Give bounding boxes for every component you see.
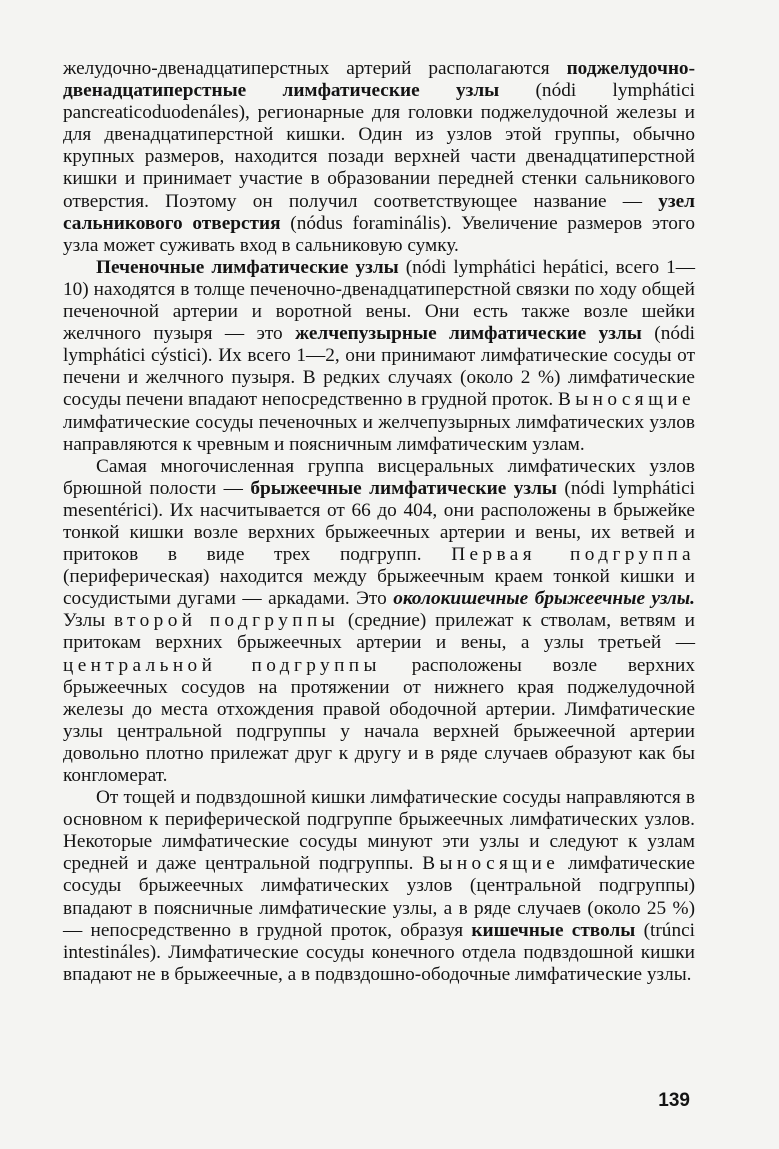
text-run: лимфатические сосуды печеночных и желчепузырных лимфатических узлов направляются к чревным и поясничным лимфатическим узлам. [63,411,695,455]
bold-term: Печеночные лимфатические узлы [96,256,399,278]
text-run: (nódi lymphátici pancreaticoduodenáles), регионарные для головки поджелудочной железы и для двенадцатиперстной кишки. Один из узлов этой группы, обычно крупных размеров, находится позади верхней части двенадцатиперстной кишки и принимает участие в образовании передней стенки сальникового отверстия. Поэтому он получил соответствующее название — [63,80,695,212]
text-run: Узлы [63,610,115,632]
spaced-emphasis: центральной подгруппы [63,654,381,676]
spaced-emphasis: Выносящие [422,853,560,875]
text-run: (trúnci intestináles). Лимфатические сосуды конечного отдела подвздошной кишки впадают не в брыжеечные, а в подвздошно-ободочные лимфатические узлы. [63,919,696,985]
bold-term: брыжеечные лимфатические узлы [250,477,557,499]
text-run: (периферическая) находится между брыжеечным краем тонкой кишки и сосудистыми дугами — аркадами. Это [63,566,695,610]
bold-term: желчепузырные лимфатические узлы [295,323,642,345]
paragraph-1 [63,58,695,257]
paragraph-2 [63,257,695,456]
body-text [63,58,695,986]
page-number: 139 [658,1090,690,1111]
spaced-emphasis: Первая подгруппа [451,544,695,566]
text-run: От тощей и подвздошной кишки лимфатические сосуды направляются в основном к периферической подгруппе брыжеечных лимфатических узлов. Некоторые лимфатические сосуды минуют эти узлы и следуют к узлам средней и даже центральной подгруппы. [63,787,695,875]
spaced-emphasis: Выносящие [557,389,695,411]
bold-term: кишечные стволы [471,919,636,941]
text-run: (nódus foraminális). Увеличение размеров этого узла может суживать вход в сальниковую сумку. [63,212,695,256]
spaced-emphasis: второй подгруппы [114,610,340,632]
bold-term: узел сальникового отверстия [63,190,695,234]
text-run: (nódi lymphátici cýstici). Их всего 1—2, они принимают лимфатические сосуды от печени и желчного пузыря. В редких случаях (около 2 %) лимфатические сосуды печени впадают непосредственно в грудной проток. [63,323,695,411]
text-run: (средние) прилежат к стволам, ветвям и притокам верхних брыжеечных артерии и вены, а узлы третьей — [63,610,695,654]
paragraph-3 [63,456,695,787]
text-run: расположены возле верхних брыжеечных сосудов на протяжении от нижнего края поджелудочной железы до места отхождения правой ободочной артерии. Лимфатические узлы центральной подгруппы у начала верхней брыжеечной артерии довольно плотно прилежат друг к другу и в ряде случаев образуют как бы конгломерат. [63,654,695,786]
text-run: Самая многочисленная группа висцеральных лимфатических узлов брюшной полости — [63,455,695,499]
text-run: (nódi lymphátici hepátici, всего 1—10) находятся в толще печеночно-двенадцатиперстной связки по ходу общей печеночной артерии и воротной вены. Они есть также возле шейки желчного пузыря — это [63,256,695,345]
text-run: желудочно-двенадцатиперстных артерий располагаются [63,58,567,79]
italic-term: околокишечные брыжеечные узлы. [393,588,695,610]
paragraph-4 [63,787,695,986]
text-run: (nódi lymphátici mesentérici). Их насчитывается от 66 до 404, они расположены в брыжейке тонкой кишки возле верхних брыжеечных артерии и вены, их ветвей и притоков в виде трех подгрупп. [63,477,695,566]
text-run: лимфатические сосуды брыжеечных лимфатических узлов (центральной подгруппы) впадают в поясничные лимфатические узлы, а в ряде случаев (около 25 %) — непосредственно в грудной проток, образуя [63,853,695,941]
bold-term: поджелудочно-двенадцатиперстные лимфатические узлы [63,58,695,102]
